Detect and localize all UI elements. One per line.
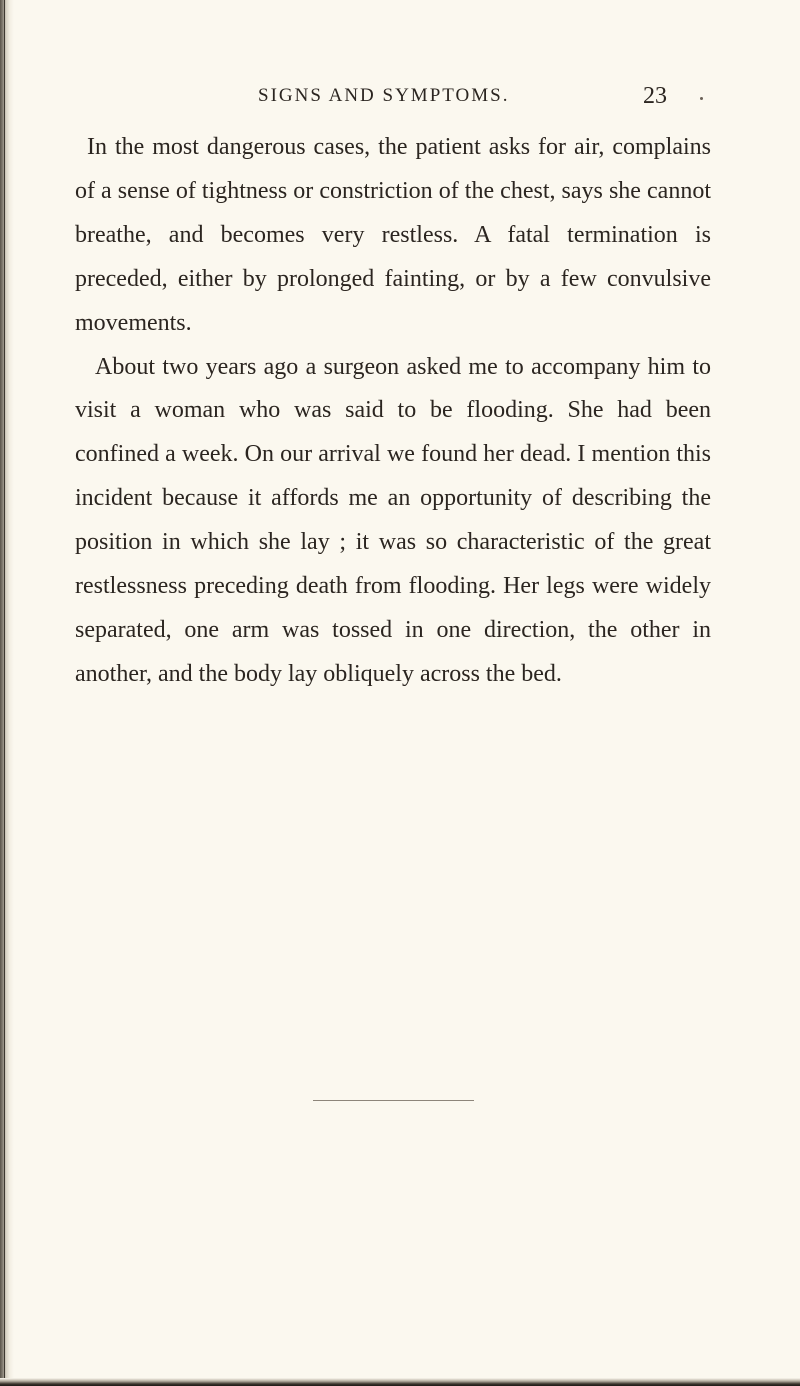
running-head	[0, 85, 800, 115]
page-number-dot	[700, 97, 703, 100]
book-binding-edge	[0, 0, 14, 1386]
binding-shadow-line	[4, 0, 5, 1386]
page-number: 23	[643, 83, 667, 109]
paragraph-1: In the most dangerous cases, the patient asks for air, complains of a sense of tightness or constriction of the chest, says she cannot breathe, and becomes very restless. A fatal termination is preceded, either by prolonged fainting, or by a few convulsive movements.	[75, 134, 711, 336]
running-title: SIGNS AND SYMPTOMS.	[258, 85, 510, 106]
paragraph-2: About two years ago a surgeon asked me to accompany him to visit a woman who was said to be flooding. She had been confined a week. On our arrival we found her dead. I mention this incident because it affords me an opportunity of describing the position in which she lay ; it was so characteristic of the great restlessness preceding death from flooding. Her legs were widely separated, one arm was tossed in one direction, the other in another, and the body lay obliquely across the bed.	[75, 353, 711, 687]
section-divider-rule	[313, 1100, 474, 1101]
body-text	[75, 126, 711, 697]
page-bottom-edge	[0, 1378, 800, 1386]
